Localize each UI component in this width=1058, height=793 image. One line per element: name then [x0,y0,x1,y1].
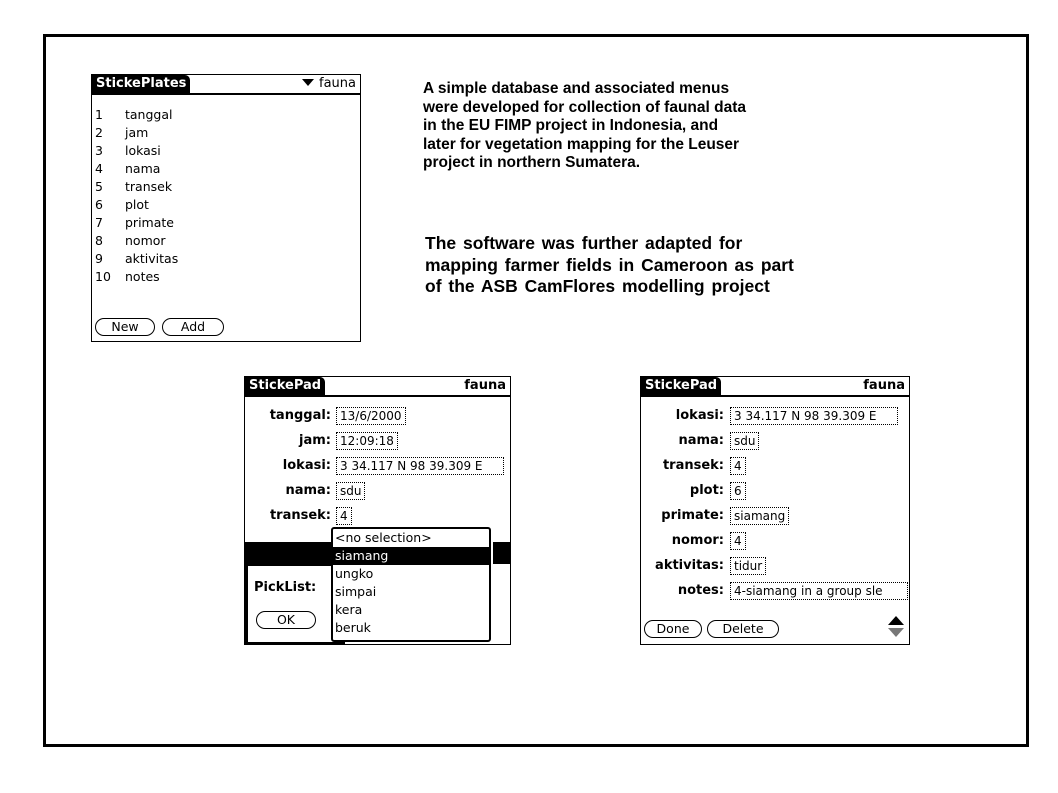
field-label: notes: [677,583,724,598]
item-label: jam [125,125,149,140]
item-number: 3 [95,143,103,158]
list-item[interactable] [95,214,174,232]
item-label: primate [125,215,174,230]
dialog-label: PickList: [254,580,317,595]
description-paragraph-2 [425,233,794,298]
field-row [641,430,909,455]
item-label: plot [125,197,149,212]
field-label: lokasi: [282,458,331,473]
title-bar [245,377,510,397]
item-label: tanggal [125,107,173,122]
item-number: 1 [95,107,103,122]
list-item[interactable] [95,160,160,178]
category-label: fauna [319,76,356,91]
item-label: lokasi [125,143,161,158]
desc1-line: project in northern Sumatera. [423,154,641,171]
field-row [641,405,909,430]
picklist-dialog [245,542,345,645]
desc1-line: were developed for collection of faunal data [423,98,746,116]
field-row [245,430,510,455]
field-row [641,530,909,555]
picklist-option[interactable]: ungko [335,566,374,581]
field-row [641,505,909,530]
description-paragraph-1 [423,80,746,173]
field-row [245,405,510,430]
picklist-option[interactable]: kera [335,602,363,617]
field-label: nama: [285,483,331,498]
item-number: 4 [95,161,103,176]
app-title: StickePad [245,377,325,395]
app-title: StickePlates [92,75,190,93]
delete-button[interactable]: Delete [707,620,779,638]
field-label: primate: [661,508,724,523]
add-button[interactable]: Add [162,318,224,336]
field-row [245,480,510,505]
dropdown-triangle-icon [302,79,314,86]
field-value[interactable]: 12:09:18 [336,432,398,450]
field-label: jam: [299,433,331,448]
field-value[interactable]: 4 [730,457,746,475]
item-number: 9 [95,251,103,266]
field-label: tanggal: [269,408,331,423]
item-label: nomor [125,233,166,248]
field-label: nomor: [671,533,724,548]
list-item[interactable] [95,106,173,124]
item-number: 10 [95,269,111,284]
field-value[interactable]: 13/6/2000 [336,407,406,425]
desc1-line: A simple database and associated menus [423,80,730,97]
desc1-line: in the EU FIMP project in Indonesia, and [423,117,719,134]
done-button[interactable]: Done [644,620,702,638]
dialog-edge [493,542,511,564]
field-value[interactable]: sdu [730,432,759,450]
field-value[interactable]: 3 34.117 N 98 39.309 E [336,457,504,475]
picklist-option-selected[interactable]: siamang [333,547,489,565]
picklist-option[interactable]: simpai [335,584,377,599]
title-bar [641,377,909,397]
list-item[interactable] [95,178,172,196]
field-label: transek: [269,508,331,523]
field-row [245,455,510,480]
field-value[interactable]: sdu [336,482,365,500]
item-label: nama [125,161,161,176]
field-row [641,455,909,480]
stickepad-record-screen [640,376,910,645]
desc2-line: The software was further adapted for [425,233,743,253]
ok-button[interactable]: OK [256,611,316,629]
desc2-line: mapping farmer fields in Cameroon as part [425,254,794,275]
field-value[interactable]: 4 [730,532,746,550]
list-item[interactable] [95,124,148,142]
item-number: 8 [95,233,103,248]
field-label: nama: [678,433,724,448]
item-number: 6 [95,197,103,212]
list-item[interactable] [95,196,149,214]
item-label: notes [125,269,160,284]
picklist-popup[interactable] [331,527,491,642]
list-item[interactable] [95,232,166,250]
field-row [641,555,909,580]
picklist-option[interactable]: <no selection> [335,530,432,545]
category-selector[interactable] [302,75,356,93]
field-value[interactable]: siamang [730,507,789,525]
item-label: transek [125,179,173,194]
list-item[interactable] [95,268,160,286]
item-number: 7 [95,215,103,230]
field-label: aktivitas: [655,558,724,573]
item-label: aktivitas [125,251,179,266]
picklist-option[interactable]: beruk [335,620,371,635]
app-title: StickePad [641,377,721,395]
field-row [641,480,909,505]
item-number: 2 [95,125,103,140]
scroll-down-arrow-icon[interactable] [888,628,904,637]
title-bar [92,75,360,95]
category-label: fauna [863,378,905,393]
desc1-line: later for vegetation mapping for the Leuser [423,135,740,153]
field-value[interactable]: tidur [730,557,766,575]
list-item[interactable] [95,142,161,160]
field-value[interactable]: 4 [336,507,352,525]
field-label: lokasi: [675,408,724,423]
category-label: fauna [464,378,506,393]
field-value[interactable]: 6 [730,482,746,500]
field-label: plot: [689,483,724,498]
desc2-line: of the ASB CamFlores modelling project [425,276,770,296]
field-value[interactable]: 4-siamang in a group sle [730,582,908,600]
field-value[interactable]: 3 34.117 N 98 39.309 E [730,407,898,425]
field-row [641,580,909,605]
stickepad-picklist-screen [244,376,511,645]
field-label: transek: [662,458,724,473]
scroll-up-arrow-icon[interactable] [888,616,904,625]
list-item[interactable] [95,250,178,268]
stickeplates-screen [91,74,361,342]
item-number: 5 [95,179,103,194]
new-button[interactable]: New [95,318,155,336]
dialog-body [248,566,343,642]
